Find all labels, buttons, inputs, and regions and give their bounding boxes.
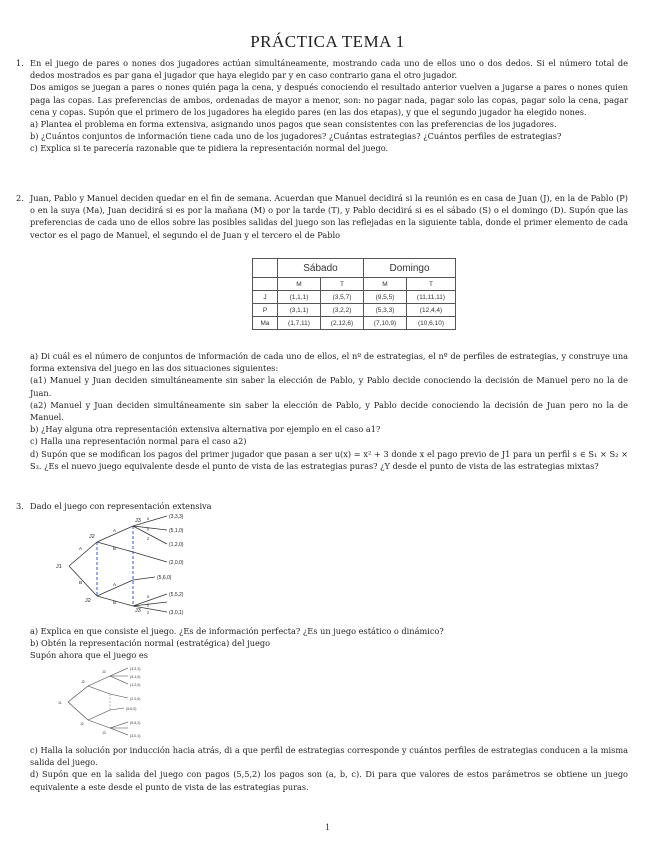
node-label: J3 — [135, 518, 141, 524]
question-d: d) Supón que en la salida del juego con pagos (5,5,2) los pagos son (a, b, c). Di para que valores de estos parámetros se obtiene un juego equivalente a este desde el punto de vista de las estrategias puras. — [30, 769, 628, 792]
payoff-label: (5,5,2) — [130, 721, 141, 725]
problem-1-context: Dos amigos se juegan a pares o nones quién paga la cena, y después conociendo el resultado anterior vuelven a jugarse a pares o nones quien paga las copas. Las preferencias de ambos, ordenadas de mayor a menor, son: no pagar nada, pagar solo las copas, pagar solo la cena, pagar cena y copas. Supón que el primero de los jugadores ha elegido pares (en las dos etapas), y que el segundo jugador ha elegido nones. — [30, 82, 628, 117]
node-label: J2 — [81, 680, 85, 684]
problem-1-statement: En el juego de pares o nones dos jugadores actúan simultáneamente, mostrando cada uno de ellos uno o dos dedos. Si el número total de dedos mostrados es par gana el jugador que haya elegido par y en caso contrario gana el otro jugador. — [30, 58, 628, 81]
question-c: c) Halla una representación normal para el caso a2) — [30, 436, 247, 447]
problem-3-questions-a — [30, 625, 628, 662]
payoff-label: (5,1,0) — [169, 528, 184, 534]
branch-label: y — [147, 602, 150, 607]
branch-label: B — [113, 546, 117, 551]
payoff-label: (1,2,0) — [169, 542, 184, 548]
branch-label: A — [113, 528, 117, 533]
question-d: d) Supón que se modifican los pagos del primer jugador que pasan a ser u(x) = x² + 3 donde x el pago previo de J1 para un perfil s ∈ S₁ × S₂ × S₃. ¿Es el nuevo juego equivalente desde el punto de vista de las estrategias puras? ¿Y desde el punto de vista de las estrategias mixtas? — [30, 448, 628, 471]
payoff-table — [252, 258, 456, 330]
question-b: b) Obtén la representación normal (estratégica) del juego — [30, 638, 271, 649]
payoff-label: (2,0,0) — [130, 697, 141, 701]
table-cell: (1,7,11) — [278, 317, 321, 330]
table-row — [253, 304, 456, 317]
branch-label: A — [79, 546, 83, 551]
branch-label: z — [147, 610, 150, 615]
branch-label: B — [79, 580, 83, 585]
branch-label: A — [113, 582, 117, 587]
payoff-label: (3,0,1) — [169, 610, 184, 616]
problem-number: 3. — [16, 501, 24, 511]
payoff-label: (2,0,0) — [169, 560, 184, 566]
problem-2-questions — [30, 350, 628, 472]
problem-3-questions-b — [30, 744, 628, 793]
node-label: J1 — [56, 564, 62, 570]
table-cell: (12,4,4) — [407, 304, 456, 317]
payoff-label: (1,2,0) — [130, 683, 141, 687]
problem-number: 2. — [16, 193, 24, 203]
node-label: J2 — [85, 598, 91, 604]
table-corner — [253, 259, 278, 278]
row-label: P — [253, 304, 278, 317]
supposition: Supón ahora que el juego es — [30, 650, 148, 661]
problem-2-intro: Juan, Pablo y Manuel deciden quedar en el fin de semana. Acuerdan que Manuel decidirá si la reunión es en casa de Juan (J), en la de Pablo (P) o en la suya (Ma), Juan decidirá si es por la mañana (M) o por la tarde (T), y Pablo decidirá si es el sábado (S) o el domingo (D). Supón que las preferencias de cada uno de ellos sobre las posibles salidas del juego son las reflejadas en la siguiente tabla, donde el primer elemento de cada vector es el pago de Manuel, el segundo el de Juan y el tercero el de Pablo — [30, 193, 628, 240]
payoff-label: (5,1,0) — [130, 675, 141, 679]
table-cell: (11,11,11) — [407, 291, 456, 304]
table-cell: (2,12,6) — [321, 317, 364, 330]
node-label: J3 — [135, 608, 141, 614]
game-tree-2 — [58, 664, 158, 740]
node-label: J3 — [102, 731, 106, 735]
question-a: a) Explica en que consiste el juego. ¿Es de información perfecta? ¿Es un juego estático o dinámico? — [30, 626, 444, 636]
table-cell: (3,5,7) — [321, 291, 364, 304]
payoff-label: (3,3,3) — [169, 514, 184, 520]
branch-label: B — [113, 600, 117, 605]
row-label: J — [253, 291, 278, 304]
payoff-label: (3,3,3) — [130, 667, 141, 671]
branch-label: y — [147, 526, 150, 531]
node-label: J3 — [102, 670, 106, 674]
question-c: c) Halla la solución por inducción hacia atrás, di a que perfil de estrategias corresponde y cuántos perfiles de estrategias conducen a la misma salida del juego. — [30, 745, 628, 768]
table-cell: (10,6,10) — [407, 317, 456, 330]
table-corner — [253, 278, 278, 291]
page-number: 1 — [325, 822, 330, 832]
question-b: b) ¿Cuántos conjuntos de información tiene cada uno de los jugadores? ¿Cuántas estrategias? ¿Cuántos perfiles de estrategias? — [30, 131, 562, 142]
day-header-sunday: Domingo — [364, 259, 456, 278]
row-label: Ma — [253, 317, 278, 330]
problem-number: 1. — [16, 58, 24, 68]
branch-label: z — [147, 536, 150, 541]
table-cell: (9,5,5) — [364, 291, 407, 304]
node-label: J2 — [80, 722, 84, 726]
time-header: M — [364, 278, 407, 291]
page-title: PRÁCTICA TEMA 1 — [250, 32, 405, 51]
branch-label: x — [147, 516, 150, 521]
problem-3-intro: Dado el juego con representación extensiva — [30, 501, 212, 511]
question-a: a) Di cuál es el número de conjuntos de información de cada uno de ellos, el nº de estrategias, el nº de perfiles de estrategias, y construye una forma extensiva del juego en las dos situaciones siguientes: — [30, 351, 628, 374]
table-cell: (3,1,1) — [278, 304, 321, 317]
payoff-label: (5,6,0) — [126, 707, 137, 711]
table-cell: (7,10,9) — [364, 317, 407, 330]
problem-1 — [16, 57, 628, 155]
question-b: b) ¿Hay alguna otra representación extensiva alternativa por ejemplo en el caso a1? — [30, 424, 381, 435]
day-header-saturday: Sábado — [278, 259, 364, 278]
question-a1: (a1) Manuel y Juan deciden simultáneamente sin saber la elección de Pablo, y Pablo decide conociendo la decisión de Manuel pero no la de Juan. — [30, 375, 628, 398]
table-cell: (5,3,3) — [364, 304, 407, 317]
table-row — [253, 291, 456, 304]
time-header: M — [278, 278, 321, 291]
payoff-label: (5,5,2) — [169, 592, 184, 598]
table-cell: (1,1,1) — [278, 291, 321, 304]
table-cell: (3,2,2) — [321, 304, 364, 317]
game-tree-1 — [55, 510, 215, 620]
table-row — [253, 317, 456, 330]
question-a2: (a2) Manuel y Juan deciden simultáneamente sin saber la elección de Pablo, y Pablo decide conociendo la decisión de Juan pero no la de Manuel. — [30, 399, 628, 423]
time-header: T — [407, 278, 456, 291]
question-a: a) Plantea el problema en forma extensiva, asignando unos pagos que sean consistentes con las preferencias de los jugadores. — [30, 119, 557, 130]
branch-label: x — [147, 594, 150, 599]
payoff-label: (5,6,0) — [157, 575, 172, 581]
time-header: T — [321, 278, 364, 291]
problem-2 — [16, 192, 628, 241]
question-c: c) Explica si te parecería razonable que te pidiera la representación normal del juego. — [30, 143, 389, 154]
node-label: J1 — [58, 701, 62, 705]
payoff-label: (3,0,1) — [130, 734, 141, 738]
node-label: J2 — [89, 534, 95, 540]
